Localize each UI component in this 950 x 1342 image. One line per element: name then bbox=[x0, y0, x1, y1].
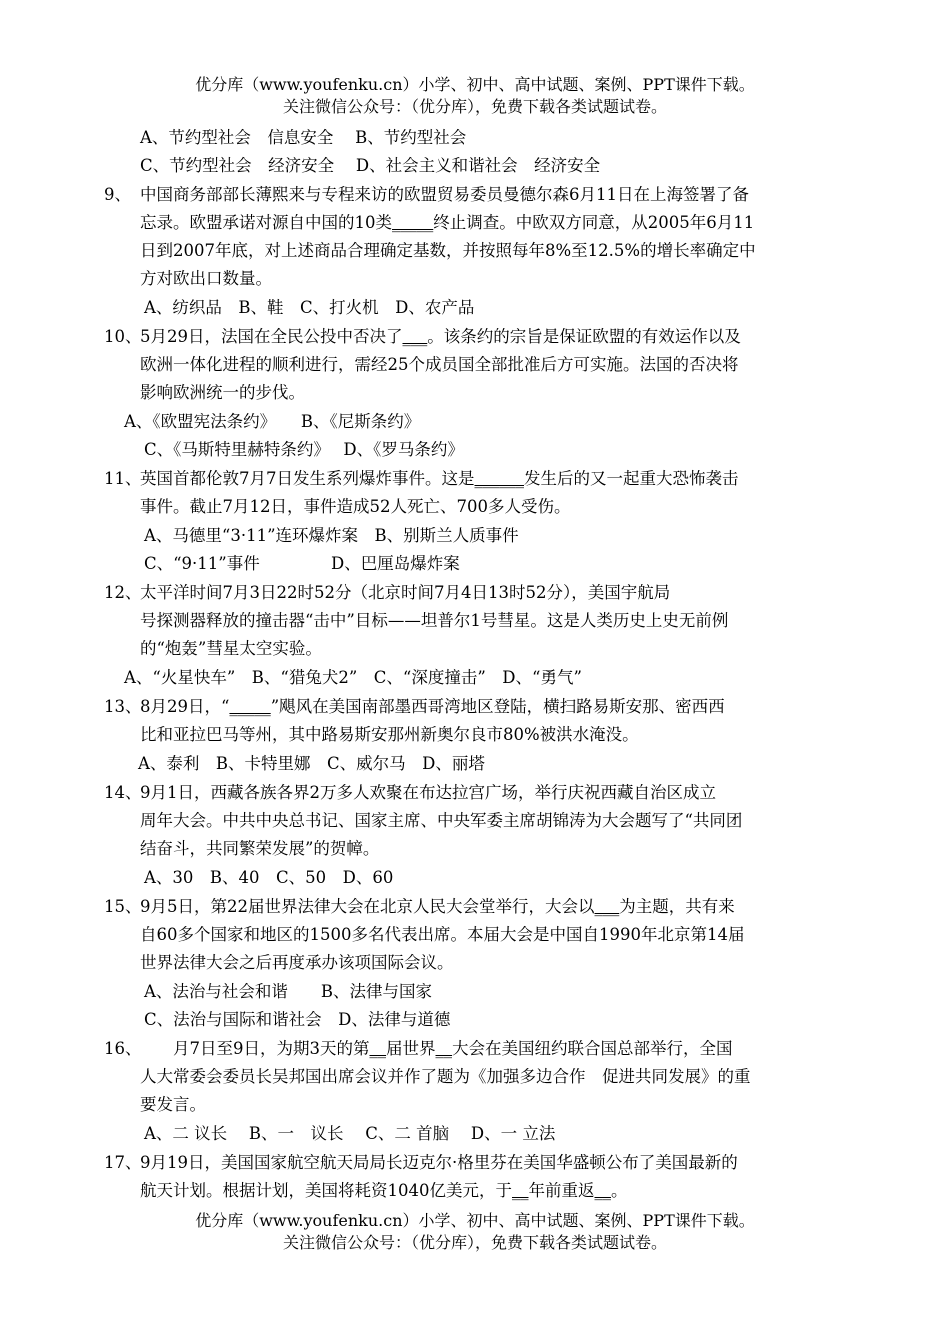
question-options: C、《马斯特里赫特条约》 D、《罗马条约》 bbox=[144, 440, 464, 459]
question-text: 中国商务部部长薄熙来与专程来访的欧盟贸易委员曼德尔森6月11日在上海签署了备 bbox=[140, 185, 749, 204]
answer-blank: __ bbox=[369, 1039, 386, 1058]
q8-options-line-2: C、节约型社会 经济安全 D、社会主义和谐社会 经济安全 bbox=[140, 156, 601, 175]
question-text: 影响欧洲统一的步伐。 bbox=[140, 383, 305, 402]
question-text: 号探测器释放的撞击器“击中”目标——坦普尔1号彗星。这是人类历史上史无前例 bbox=[140, 611, 729, 630]
question-options: A、二 议长 B、一 议长 C、二 首脑 D、一 立法 bbox=[144, 1124, 556, 1143]
question-text: 欧洲一体化进程的顺利进行，需经25个成员国全部批准后方可实施。法国的否决将 bbox=[140, 355, 739, 374]
answer-blank: __ bbox=[594, 1181, 611, 1200]
question-options: A、法治与社会和谐 B、法律与国家 bbox=[144, 982, 433, 1001]
answer-blank: __ bbox=[512, 1181, 529, 1200]
question-number: 9、 bbox=[104, 185, 131, 204]
question-text: 自60多个国家和地区的1500多名代表出席。本届大会是中国自1990年北京第14届 bbox=[140, 925, 745, 944]
question-number: 15、 bbox=[104, 897, 142, 916]
question-text: 月7日至9日，为期3天的第__届世界__大会在美国纽约联合国总部举行，全国 bbox=[140, 1039, 733, 1058]
question-options: C、“9·11”事件 D、巴厘岛爆炸案 bbox=[144, 554, 460, 573]
question-text: 忘录。欧盟承诺对源自中国的10类_____终止调查。中欧双方同意，从2005年6月11 bbox=[140, 213, 755, 232]
question-text: 的“炮轰”彗星太空实验。 bbox=[140, 639, 322, 658]
question-number: 17、 bbox=[104, 1153, 142, 1172]
answer-blank: _____ bbox=[229, 697, 271, 716]
question-number: 14、 bbox=[104, 783, 142, 802]
question-options: A、《欧盟宪法条约》 B、《尼斯条约》 bbox=[124, 412, 421, 431]
answer-blank: ___ bbox=[402, 327, 428, 346]
page-footer bbox=[0, 1210, 950, 1254]
question-text: 8月29日，“_____”飓风在美国南部墨西哥湾地区登陆，横扫路易斯安那、密西西 bbox=[140, 697, 725, 716]
question-text: 9月1日，西藏各族各界2万多人欢聚在布达拉宫广场，举行庆祝西藏自治区成立 bbox=[140, 783, 716, 802]
question-options: C、法治与国际和谐社会 D、法律与道德 bbox=[144, 1010, 451, 1029]
question-text: 人大常委会委员长吴邦国出席会议并作了题为《加强多边合作 促进共同发展》的重 bbox=[140, 1067, 751, 1086]
question-number: 16、 bbox=[104, 1039, 142, 1058]
question-text: 9月19日，美国国家航空航天局局长迈克尔·格里芬在美国华盛顿公布了美国最新的 bbox=[140, 1153, 738, 1172]
question-number: 11、 bbox=[104, 469, 142, 488]
question-number: 12、 bbox=[104, 583, 142, 602]
question-options: A、马德里“3·11”连环爆炸案 B、别斯兰人质事件 bbox=[144, 526, 519, 545]
footer-line-1: 优分库（www.youfenku.cn）小学、初中、高中试题、案例、PPT课件下载。 bbox=[195, 1211, 755, 1230]
page-header bbox=[0, 74, 950, 118]
question-options: A、30 B、40 C、50 D、60 bbox=[144, 868, 394, 887]
question-text: 5月29日，法国在全民公投中否决了___。该条约的宗旨是保证欧盟的有效运作以及 bbox=[140, 327, 741, 346]
question-text: 世界法律大会之后再度承办该项国际会议。 bbox=[140, 953, 454, 972]
header-line-1: 优分库（www.youfenku.cn）小学、初中、高中试题、案例、PPT课件下载。 bbox=[195, 75, 755, 94]
question-text: 9月5日，第22届世界法律大会在北京人民大会堂举行，大会以___为主题，共有来 bbox=[140, 897, 735, 916]
question-text: 比和亚拉巴马等州，其中路易斯安那州新奥尔良市80%被洪水淹没。 bbox=[140, 725, 639, 744]
question-options: A、“火星快车” B、“猎兔犬2” C、“深度撞击” D、“勇气” bbox=[124, 668, 582, 687]
footer-line-2: 关注微信公众号：（优分库），免费下载各类试题试卷。 bbox=[282, 1233, 667, 1252]
question-text: 航天计划。根据计划，美国将耗资1040亿美元，于__年前重返__。 bbox=[140, 1181, 628, 1200]
question-number: 10、 bbox=[104, 327, 142, 346]
question-options: A、泰利 B、卡特里娜 C、威尔马 D、丽塔 bbox=[138, 754, 485, 773]
q8-options-line-1: A、节约型社会 信息安全 B、节约型社会 bbox=[140, 128, 467, 147]
question-text: 要发言。 bbox=[140, 1095, 206, 1114]
question-text: 事件。截止7月12日，事件造成52人死亡、700多人受伤。 bbox=[140, 497, 571, 516]
answer-blank: _____ bbox=[392, 213, 434, 232]
question-text: 日到2007年底，对上述商品合理确定基数，并按照每年8%至12.5%的增长率确定中 bbox=[140, 241, 756, 260]
question-options: A、纺织品 B、鞋 C、打火机 D、农产品 bbox=[144, 298, 475, 317]
header-line-2: 关注微信公众号：（优分库），免费下载各类试题试卷。 bbox=[282, 97, 667, 116]
answer-blank: __ bbox=[435, 1039, 452, 1058]
question-text: 太平洋时间7月3日22时52分（北京时间7月4日13时52分），美国宇航局 bbox=[140, 583, 671, 602]
question-text: 英国首都伦敦7月7日发生系列爆炸事件。这是______发生后的又一起重大恐怖袭击 bbox=[140, 469, 739, 488]
answer-blank: ___ bbox=[594, 897, 620, 916]
question-text: 方对欧出口数量。 bbox=[140, 269, 272, 288]
question-text: 周年大会。中共中央总书记、国家主席、中央军委主席胡锦涛为大会题写了“共同团 bbox=[140, 811, 743, 830]
question-number: 13、 bbox=[104, 697, 142, 716]
answer-blank: ______ bbox=[474, 469, 524, 488]
question-text: 结奋斗，共同繁荣发展”的贺幛。 bbox=[140, 839, 380, 858]
